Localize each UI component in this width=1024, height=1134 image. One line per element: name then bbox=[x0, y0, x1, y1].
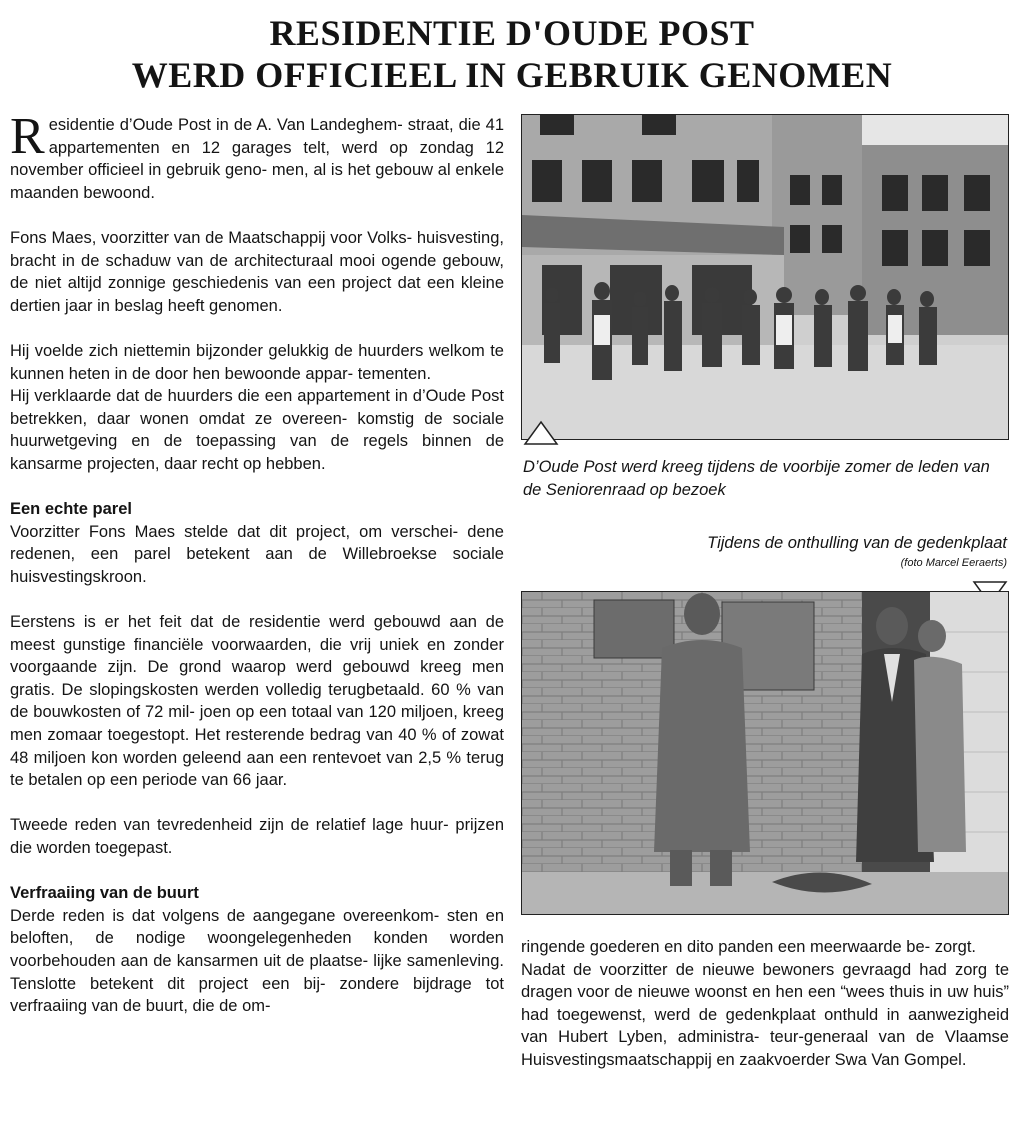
photo-plaque-unveiling bbox=[521, 591, 1009, 915]
article-paragraph-2: Fons Maes, voorzitter van de Maatschappij voor Volks- huisvesting, bracht in de schaduw van de architecturaal mooi ogende gebouw, de niet altijd zonnige geschiedenis van een project dat een kleine dertien jaar in beslag heeft genomen. bbox=[10, 228, 504, 315]
photo-caption-2: Tijdens de onthulling van de gedenkplaat bbox=[707, 534, 1007, 552]
article-paragraph-5: Voorzitter Fons Maes stelde dat dit project, om verschei- dene redenen, een parel betekent aan de Willebroekse sociale huisvestingskroon. bbox=[10, 522, 504, 586]
headline-line-1: RESIDENTIE D'OUDE POST bbox=[269, 13, 755, 53]
article-paragraph-9: ringende goederen en dito panden een meerwaarde be- zorgt. bbox=[521, 938, 976, 956]
article-paragraph-6: Eerstens is er het feit dat de residentie werd gebouwd aan de meest gunstige financiële voorwaarden, die vrij uniek en zonder voorgaande zijn. De grond waarop werd gebouwd kreeg men gratis. De slopingskosten werden volledig terugbetaald. 60 % van de bouwkosten of 72 mil- joen op een totaal van 120 miljoen, kreeg men zomaar toegestopt. Het resterende bedrag van 40 % of zowat 48 miljoen kon worden geleend aan een rentevoet van 2,5 % terug te betalen op een periode van 66 jaar. bbox=[10, 613, 504, 790]
headline-line-2: WERD OFFICIEEL IN GEBRUIK GENOMEN bbox=[131, 55, 893, 95]
article-paragraph-1: Residentie d’Oude Post in de A. Van Landeghem- straat, die 41 appartementen en 12 garages telt, werd op zondag 12 november officieel in gebruik geno- men, al is het gebouw al enkele maanden bewoond. bbox=[10, 108, 504, 202]
article-paragraph-3: Hij voelde zich niettemin bijzonder gelukkig de huurders welkom te kunnen heten in de door hen bewoonde appar- tementen. bbox=[10, 341, 504, 383]
article-right-column bbox=[521, 936, 1009, 1072]
subheading-een-echte-parel: Een echte parel bbox=[10, 500, 132, 519]
photo-caption-1: D’Oude Post werd kreeg tijdens de voorbije zomer de leden van de Seniorenraad op bezoek bbox=[523, 458, 990, 499]
photo-seniorenraad-visit bbox=[521, 114, 1009, 440]
article-paragraph-4: Hij verklaarde dat de huurders die een appartement in d’Oude Post betrekken, daar wonen omdat ze overeen- komstig de sociale huurwetgeving en de toepassing van de regels binnen de kansarme projecten, daar recht op hebben. bbox=[10, 387, 504, 473]
photo-plaque-image bbox=[522, 592, 1008, 914]
article-left-column bbox=[10, 108, 504, 1018]
article-paragraph-7: Tweede reden van tevredenheid zijn de relatief lage huur- prijzen die worden toegepast. bbox=[10, 816, 504, 857]
headline bbox=[0, 12, 1024, 96]
article-paragraph-10: Nadat de voorzitter de nieuwe bewoners gevraagd had zorg te dragen voor de nieuwe woonst en hen een “wees thuis in uw huis” had toegewenst, werd de gedenkplaat onthuld in aanwezigheid van Hubert Lyben, administra- teur-generaal van de Vlaamse Huisvestingsmaatschappij en zaakvoerder Swa Van Gompel. bbox=[521, 960, 1009, 1069]
subheading-verfraaiing-van-de-buurt: Verfraaiing van de buurt bbox=[10, 884, 199, 903]
article-paragraph-8: Derde reden is dat volgens de aangegane overeenkom- sten en beloften, de nodige woongelegenheden konden worden voorbehouden aan de kansarmen uit de plaatse- lijke samenleving. Tenslotte betekent dit project een bij- zondere bijdrage tot verfraaiing van de buurt, die de om- bbox=[10, 906, 504, 1016]
photo-seniorenraad-image bbox=[522, 115, 1008, 439]
drop-cap: R bbox=[10, 108, 45, 165]
photo-credit: (foto Marcel Eeraerts) bbox=[900, 557, 1007, 569]
caption-pointer-up-icon bbox=[523, 420, 559, 446]
